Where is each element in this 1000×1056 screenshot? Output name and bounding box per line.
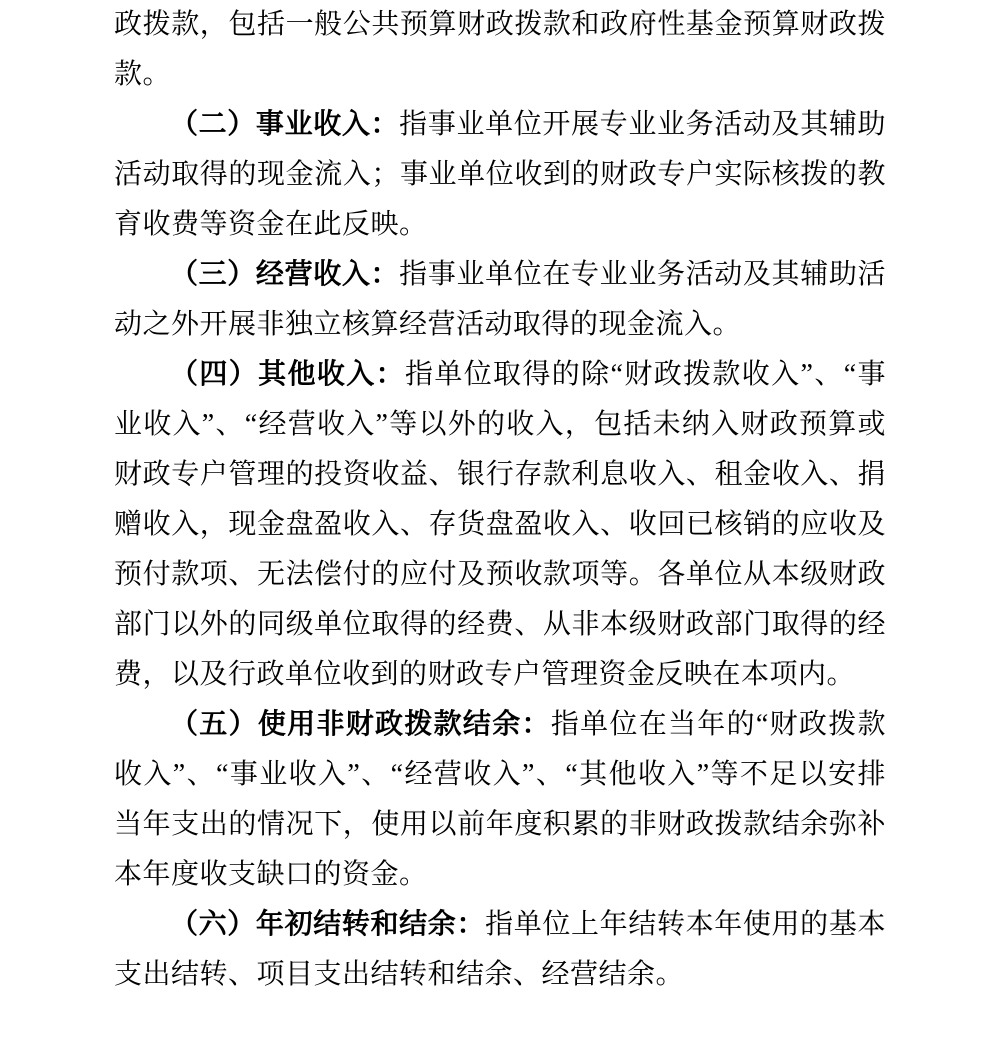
- paragraph-continuation: 政拨款，包括一般公共预算财政拨款和政府性基金预算财政拨款。: [114, 9, 886, 90]
- term-label-qita-shouru: （四）其他收入：: [170, 359, 405, 390]
- term-label-nianchu-jiezhuan-jieyu: （六）年初结转和结余：: [170, 909, 486, 940]
- paragraph-definition-2: [114, 100, 886, 250]
- paragraph-definition-4: [114, 350, 886, 700]
- paragraph-definition-5: [114, 700, 886, 900]
- paragraph-definition-3: [114, 250, 886, 350]
- paragraph-definition-6: [114, 900, 886, 1000]
- term-definition-shiye-shouru: 指事业单位开展专业业务活动及其辅助活动取得的现金流入；事业单位收到的财政专户实际核拨的教育收费等资金在此反映。: [114, 109, 886, 240]
- term-definition-jingying-shouru: 指事业单位在专业业务活动及其辅助活动之外开展非独立核算经营活动取得的现金流入。: [114, 259, 886, 340]
- term-label-feicaizheng-bokuan-jieyu: （五）使用非财政拨款结余：: [170, 709, 551, 740]
- term-definition-qita-shouru: 指单位取得的除“财政拨款收入”、“事业收入”、“经营收入”等以外的收入，包括未纳入财政预算或财政专户管理的投资收益、银行存款利息收入、租金收入、捐赠收入，现金盘盈收入、存货盘盈收入、收回已核销的应收及预付款项、无法偿付的应付及预收款项等。各单位从本级财政部门以外的同级单位取得的经费、从非本级财政部门取得的经费，以及行政单位收到的财政专户管理资金反映在本项内。: [114, 359, 886, 690]
- term-label-jingying-shouru: （三）经营收入：: [170, 259, 400, 290]
- term-label-shiye-shouru: （二）事业收入：: [170, 109, 400, 140]
- term-definition-feicaizheng-bokuan-jieyu: 指单位在当年的“财政拨款收入”、“事业收入”、“经营收入”、“其他收入”等不足以安排当年支出的情况下，使用以前年度积累的非财政拨款结余弥补本年度收支缺口的资金。: [114, 709, 886, 890]
- term-definition-nianchu-jiezhuan-jieyu: 指单位上年结转本年使用的基本支出结转、项目支出结转和结余、经营结余。: [114, 909, 886, 990]
